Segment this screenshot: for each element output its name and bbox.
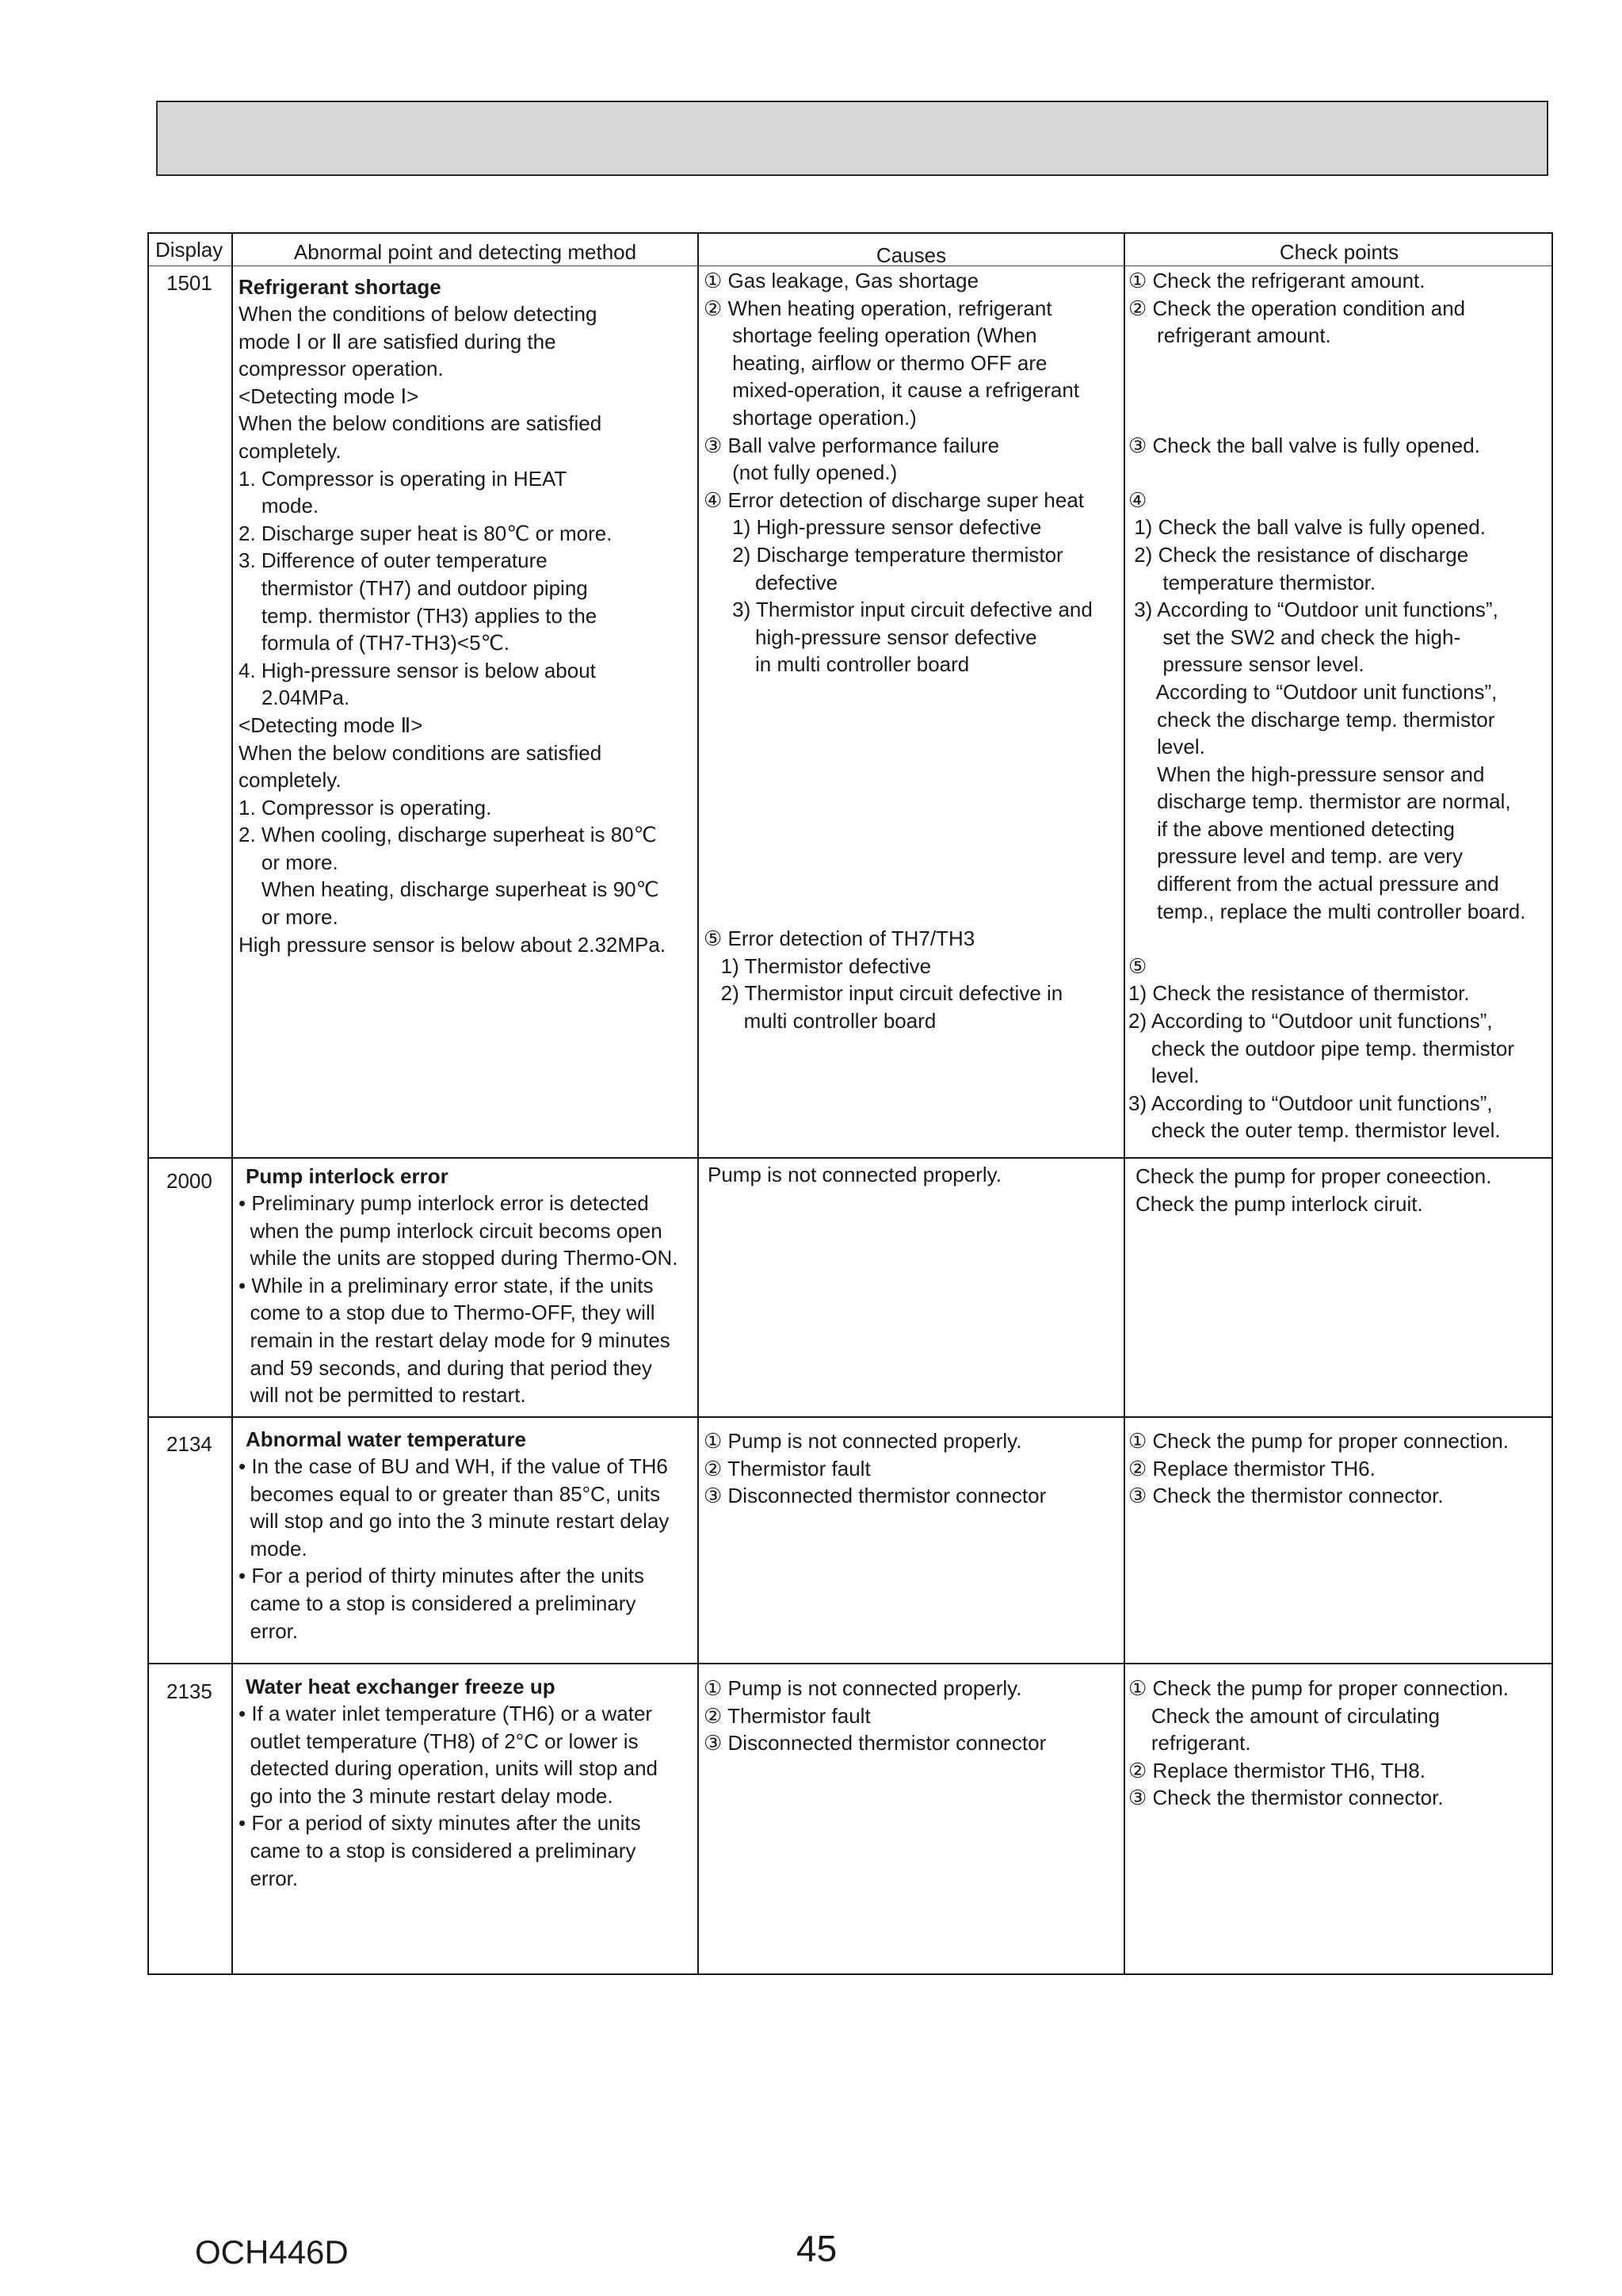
causes: ① Pump is not connected properly. ② Thermistor fault ③ Disconnected thermistor connector [704, 1676, 1047, 1755]
row-divider [149, 1416, 1551, 1418]
column-divider [697, 234, 699, 1973]
check-points: ① Check the pump for proper connection. Check the amount of circulating refrigerant. ② Replace thermistor TH6, TH8. ③ Check the thermistor connector. [1128, 1676, 1509, 1810]
error-code: 2000 [166, 1169, 212, 1193]
page-number: 45 [796, 2228, 838, 2269]
error-title: Refrigerant shortage [239, 275, 441, 299]
header-check-points: Check points [1279, 240, 1399, 264]
detecting-method: When the conditions of below detecting mode Ⅰ or Ⅱ are satisfied during the compressor operation. <Detecting mode Ⅰ> When the below conditions are satisfied completely. 1. Compressor is operating in HEAT mode. 2. Discharge super heat is 80℃ or more. 3. Difference of outer temperature thermistor (TH7) and outdoor piping temp. thermistor (TH3) applies to the formula of (TH7-TH3)<5℃. 4. High-pressure sensor is below about 2.04MPa. <Detecting mode Ⅱ> When the below conditions are satisfied completely. 1. Compressor is operating. 2. When cooling, discharge superheat is 80℃ or more. When heating, discharge superheat is 90℃ or more. High pressure sensor is below about 2.32MPa. [239, 302, 666, 957]
causes: ① Pump is not connected properly. ② Thermistor fault ③ Disconnected thermistor connector [704, 1429, 1047, 1508]
column-divider [231, 234, 233, 1973]
check-points: ① Check the refrigerant amount. ② Check the operation condition and refrigerant amount. ③ Check the ball valve is fully opened. ④ 1) Check the ball valve is fully opened. 2) Check the resistance of discharge temperature thermistor. 3) According to “Outdoor unit functions”, set the SW2 and check the high- pressure sensor level. According to “Outdoor unit functions”, check the discharge temp. thermistor level. When the high-pressure sensor and discharge temp. thermistor are normal, if the above mentioned detecting pressure level and temp. are very different from the actual pressure and temp., replace the multi controller board. ⑤ 1) Check the resistance of thermistor. 2) According to “Outdoor unit functions”, check the outdoor pipe temp. thermistor level. 3) According to “Outdoor unit functions”, check the outer temp. thermistor level. [1128, 269, 1526, 1143]
error-title: Abnormal water temperature [246, 1427, 526, 1451]
error-title: Water heat exchanger freeze up [246, 1675, 555, 1698]
check-points: Check the pump for proper coneection. Check the pump interlock ciruit. [1135, 1164, 1492, 1216]
error-code: 2134 [166, 1432, 212, 1456]
error-title: Pump interlock error [246, 1164, 448, 1188]
column-divider [1124, 234, 1125, 1973]
causes: Pump is not connected properly. [708, 1163, 1002, 1186]
header-display: Display [155, 238, 223, 262]
row-divider [149, 1663, 1551, 1664]
document-code: OCH446D [195, 2233, 349, 2271]
detecting-method: • If a water inlet temperature (TH6) or a water outlet temperature (TH8) of 2°C or lower is detected during operation, units will stop and go into the 3 minute restart delay mode. • For a period of sixty minutes after the units came to a stop is considered a preliminary error. [239, 1702, 658, 1890]
error-code: 2135 [166, 1679, 212, 1703]
header-bar [156, 101, 1548, 176]
detecting-method: • Preliminary pump interlock error is detected when the pump interlock circuit becoms open while the units are stopped during Thermo-ON. • While in a preliminary error state, if the units come to a stop due to Thermo-OFF, they will remain in the restart delay mode for 9 minutes and 59 seconds, and during that period they will not be permitted to restart. [239, 1191, 678, 1408]
header-abnormal-point: Abnormal point and detecting method [293, 240, 637, 264]
detecting-method: • In the case of BU and WH, if the value of TH6 becomes equal to or greater than 85°C, units will stop and go into the 3 minute restart delay mode. • For a period of thirty minutes after the units came to a stop is considered a preliminary error. [239, 1454, 670, 1643]
row-divider [149, 1157, 1551, 1159]
error-code: 1501 [166, 271, 212, 295]
check-points: ① Check the pump for proper connection. ② Replace thermistor TH6. ③ Check the thermistor connector. [1128, 1429, 1509, 1508]
header-causes: Causes [876, 243, 947, 267]
error-code-table [147, 232, 1553, 1975]
causes: ① Gas leakage, Gas shortage ② When heating operation, refrigerant shortage feeling operation (When heating, airflow or thermo OFF are mixed-operation, it cause a refrigerant shortage operation.) ③ Ball valve performance failure (not fully opened.) ④ Error detection of discharge super heat 1) High-pressure sensor defective 2) Discharge temperature thermistor defective 3) Thermistor input circuit defective and high-pressure sensor defective in multi controller board ⑤ Error detection of TH7/TH3 1) Thermistor defective 2) Thermistor input circuit defective in multi controller board [704, 269, 1093, 1033]
